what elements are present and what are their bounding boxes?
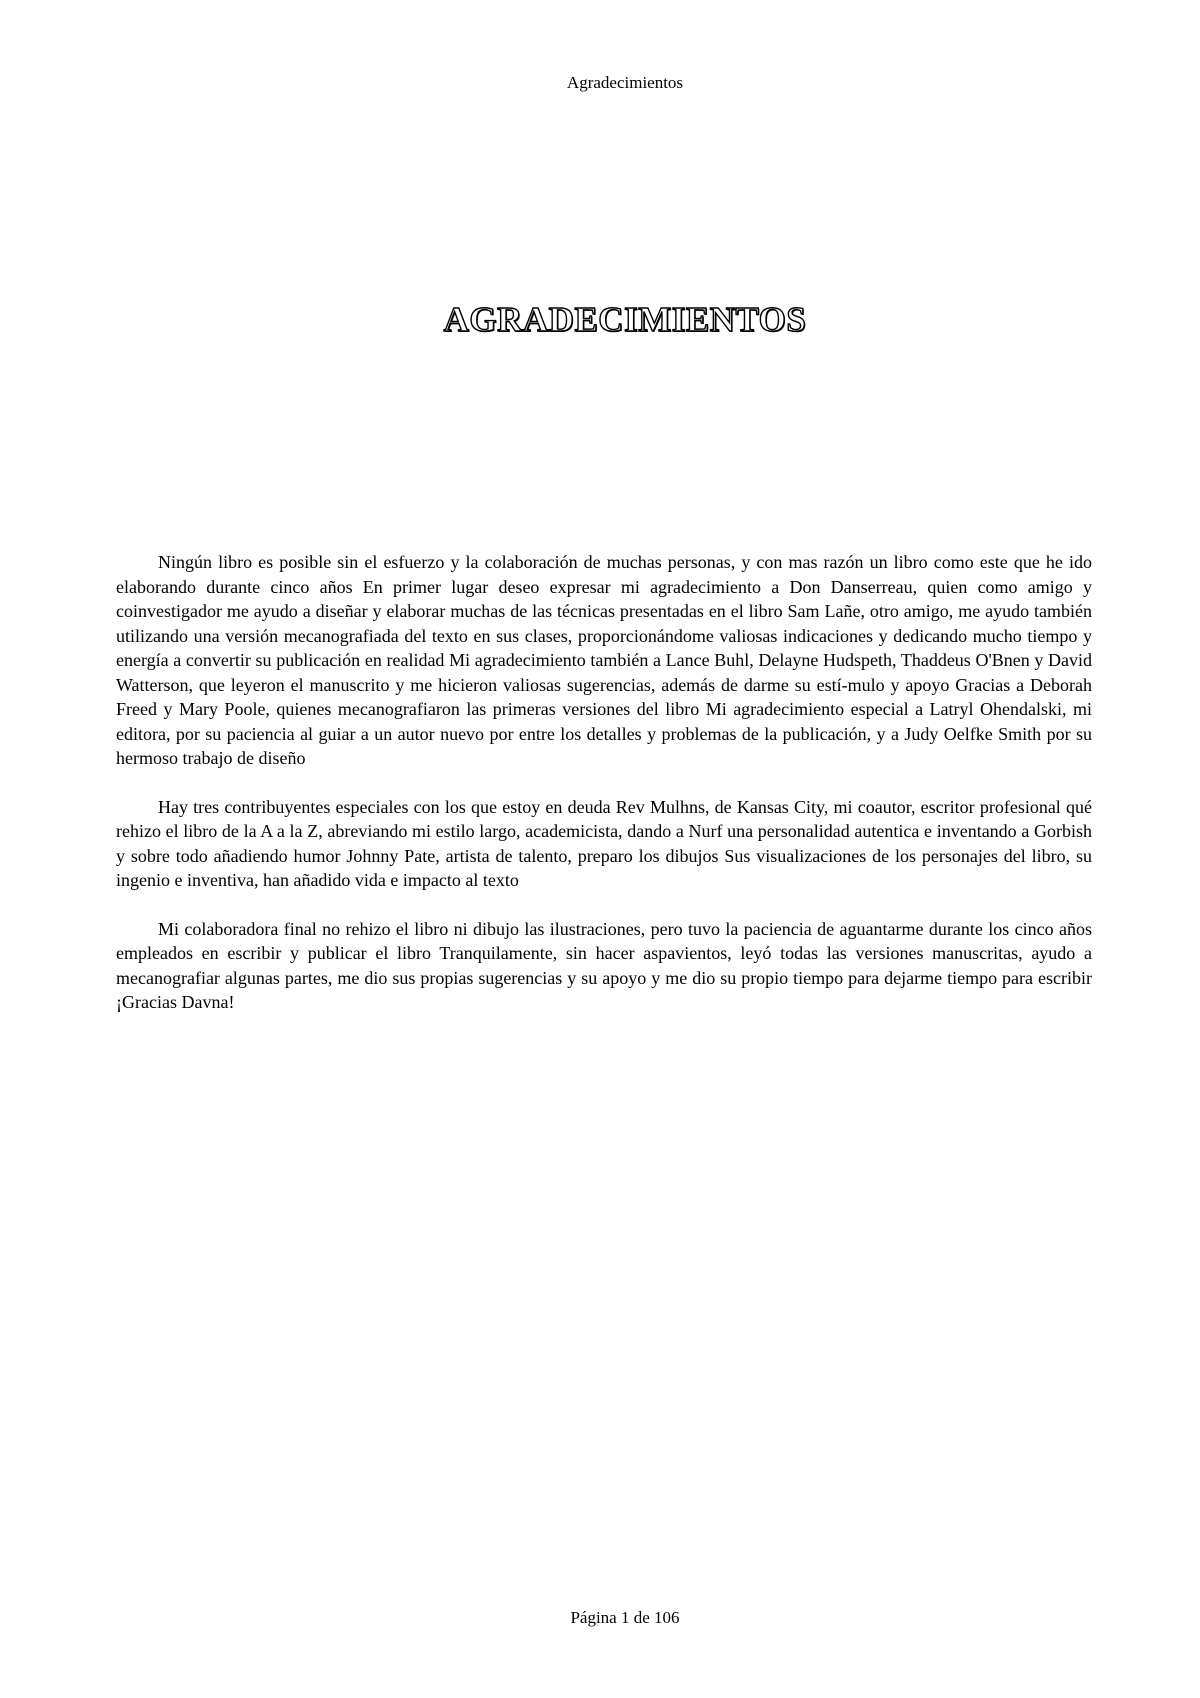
page-title: AGRADECIMIENTOS [443, 300, 807, 339]
running-header: Agradecimientos [566, 73, 684, 92]
paragraph-1: Ningún libro es posible sin el esfuerzo y la colaboración de muchas personas, y con mas razón un libro como este que he ido elaborando durante cinco años En primer lugar deseo expresar mi agradecimiento a Don Danserreau, quien como amigo y coinvestigador me ayudo a diseñar y elaborar muchas de las técnicas presentadas en el libro Sam Lañe, otro amigo, me ayudo también utilizando una versión mecanografiada del texto en sus clases, proporcionándome valiosas indicaciones y dedicando mucho tiempo y energía a convertir su publicación en realidad Mi agradecimiento también a Lance Buhl, Delayne Hudspeth, Thaddeus O'Bnen y David Watterson, que leyeron el manuscrito y me hicieron valiosas sugerencias, además de darme su estí-mulo y apoyo Gracias a Deborah Freed y Mary Poole, quienes mecanografiaron las primeras versiones del libro Mi agradecimiento especial a Latryl Ohendalski, mi editora, por su paciencia al guiar a un autor nuevo por entre los detalles y problemas de la publicación, y a Judy Oelfke Smith por su hermoso trabajo de diseño [116, 552, 1092, 768]
paragraph-3: Mi colaboradora final no rehizo el libro ni dibujo las ilustraciones, pero tuvo la paciencia de aguantarme durante los cinco años empleados en escribir y publicar el libro Tranquilamente, sin hacer aspavientos, leyó todas las versiones manuscritas, ayudo a mecanografiar algunas partes, me dio sus propias sugerencias y su apoyo y me dio su propio tiempo para dejarme tiempo para escribir ¡Gracias Davna! [116, 918, 1092, 1012]
paragraph-2: Hay tres contribuyentes especiales con los que estoy en deuda Rev Mulhns, de Kansas City, mi coautor, escritor profesional qué rehizo el libro de la A a la Z, abreviando mi estilo largo, academicista, dando a Nurf una personalidad autentica e inventando a Gorbish y sobre todo añadiendo humor Johnny Pate, artista de talento, preparo los dibujos Sus visualizaciones de los personajes del libro, su ingenio e inventiva, han añadido vida e impacto al texto [116, 796, 1092, 890]
body-text [116, 550, 1092, 1039]
page-number: Página 1 de 106 [570, 1608, 680, 1627]
